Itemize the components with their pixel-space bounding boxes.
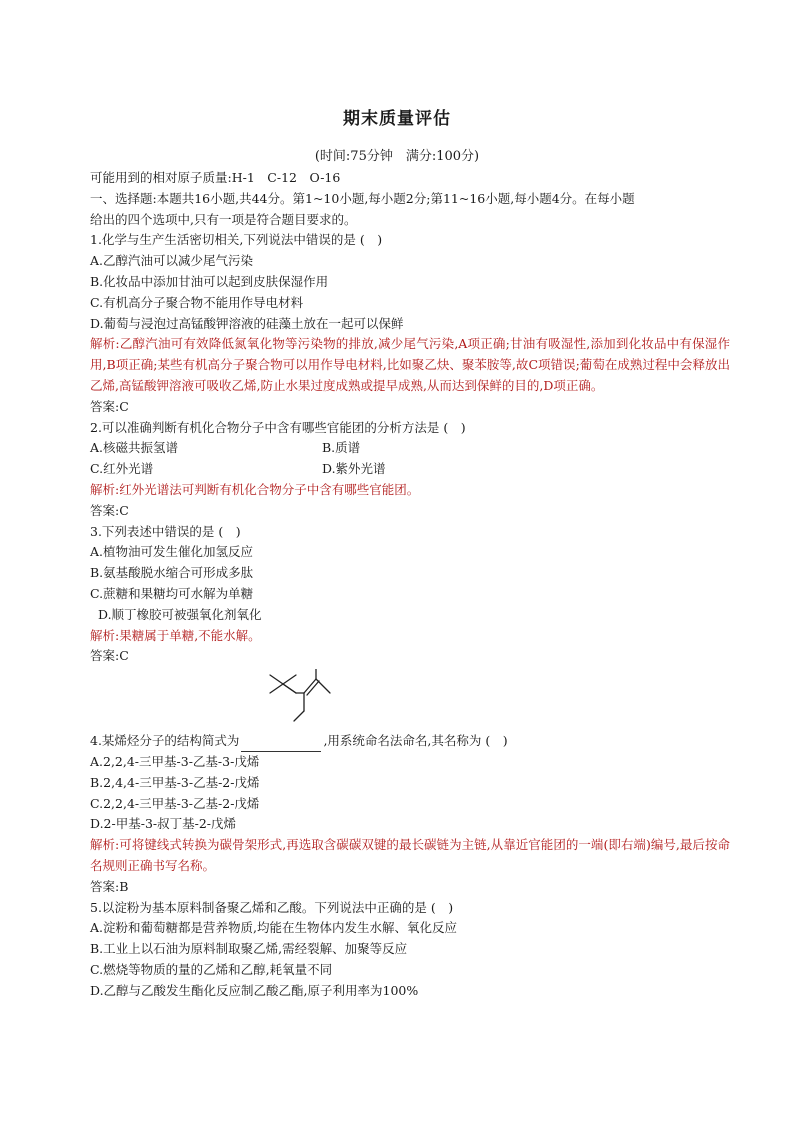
formula-blank	[241, 739, 321, 752]
option-b: B.2,4,4-三甲基-3-乙基-2-戊烯	[90, 774, 260, 790]
option-d: D.紫外光谱	[322, 461, 386, 477]
analysis: 解析:果糖属于单糖,不能水解。	[90, 627, 261, 643]
option-a: A.淀粉和葡萄糖都是营养物质,均能在生物体内发生水解、氧化反应	[90, 920, 457, 936]
analysis: 解析:可将键线式转换为碳骨架形式,再选取含碳碳双键的最长碳链为主链,从靠近官能团的一端(即右端)编号,最后按命名规则正确书写名称。	[90, 837, 730, 873]
stem-part-1: 4.某烯烃分子的结构简式为	[90, 733, 240, 749]
option-b: B.化妆品中添加甘油可以起到皮肤保湿作用	[90, 273, 329, 289]
question-stem: 3.下列表述中错误的是 ( )	[90, 523, 241, 539]
option-d: D.葡萄与浸泡过高锰酸钾溶液的硅藻土放在一起可以保鲜	[90, 315, 404, 331]
atomic-mass-note: 可能用到的相对原子质量:H-1 C-12 O-16	[90, 170, 341, 185]
question-stem: 5.以淀粉为基本原料制备聚乙烯和乙酸。下列说法中正确的是 ( )	[90, 899, 454, 915]
option-d: D.2-甲基-3-叔丁基-2-戊烯	[90, 816, 237, 832]
option-a: A.乙醇汽油可以减少尾气污染	[90, 253, 254, 269]
option-d: D.顺丁橡胶可被强氧化剂氧化	[98, 606, 262, 622]
analysis: 解析:红外光谱法可判断有机化合物分子中含有哪些官能团。	[90, 481, 420, 497]
option-a: A.植物油可发生催化加氢反应	[90, 544, 254, 560]
answer: 答案:C	[90, 398, 129, 414]
option-c: C.有机高分子聚合物不能用作导电材料	[90, 294, 304, 310]
analysis: 解析:乙醇汽油可有效降低氮氧化物等污染物的排放,减少尾气污染,A项正确;甘油有吸湿性,添加到化妆品中有保湿作用,B项正确;某些有机高分子聚合物可以用作导电材料,比如聚乙炔、聚苯胺等,故C项错误;葡萄在成熟过程中会释放出乙烯,高锰酸钾溶液可吸收乙烯,防止水果过度成熟或提早成熟,从而达到保鲜的目的,D项正确。	[90, 336, 730, 393]
page-title: 期末质量评估	[343, 109, 451, 129]
option-b: B.质谱	[322, 440, 361, 456]
option-b: B.氨基酸脱水缩合可形成多肽	[90, 565, 254, 581]
exam-content	[90, 168, 730, 1001]
exam-time-score: (时间:75分钟 满分:100分)	[314, 149, 480, 164]
answer: 答案:B	[90, 878, 129, 894]
question-stem	[90, 731, 730, 752]
answer: 答案:C	[90, 502, 129, 518]
alkene-skeletal-structure	[268, 669, 338, 731]
option-b: B.工业上以石油为原料制取聚乙烯,需经裂解、加聚等反应	[90, 941, 408, 957]
option-c: C.红外光谱	[90, 461, 154, 477]
option-row	[90, 438, 730, 459]
question-stem: 2.可以准确判断有机化合物分子中含有哪些官能团的分析方法是 ( )	[90, 419, 466, 435]
stem-part-2: ,用系统命名法命名,其名称为 ( )	[323, 733, 508, 749]
question-5	[90, 898, 730, 1002]
option-d: D.乙醇与乙酸发生酯化反应制乙酸乙酯,原子利用率为100%	[90, 982, 419, 998]
section-instruction-line1: 一、选择题:本题共16小题,共44分。第1~10小题,每小题2分;第11~16小题,每小题4分。在每小题	[90, 190, 635, 206]
question-1	[90, 230, 730, 417]
question-2	[90, 418, 730, 522]
option-c: C.2,2,4-三甲基-3-乙基-2-戊烯	[90, 795, 260, 811]
option-a: A.核磁共振氢谱	[90, 440, 179, 456]
option-c: C.蔗糖和果糖均可水解为单糖	[90, 585, 254, 601]
question-stem: 1.化学与生产生活密切相关,下列说法中错误的是 ( )	[90, 232, 383, 248]
question-3	[90, 522, 730, 668]
answer: 答案:C	[90, 648, 129, 664]
question-4	[90, 667, 730, 897]
option-a: A.2,2,4-三甲基-3-乙基-3-戊烯	[90, 753, 260, 769]
section-instruction-line2: 给出的四个选项中,只有一项是符合题目要求的。	[90, 211, 357, 227]
option-row	[90, 459, 730, 480]
skeletal-formula-figure	[90, 667, 730, 731]
option-c: C.燃烧等物质的量的乙烯和乙醇,耗氧量不同	[90, 961, 333, 977]
